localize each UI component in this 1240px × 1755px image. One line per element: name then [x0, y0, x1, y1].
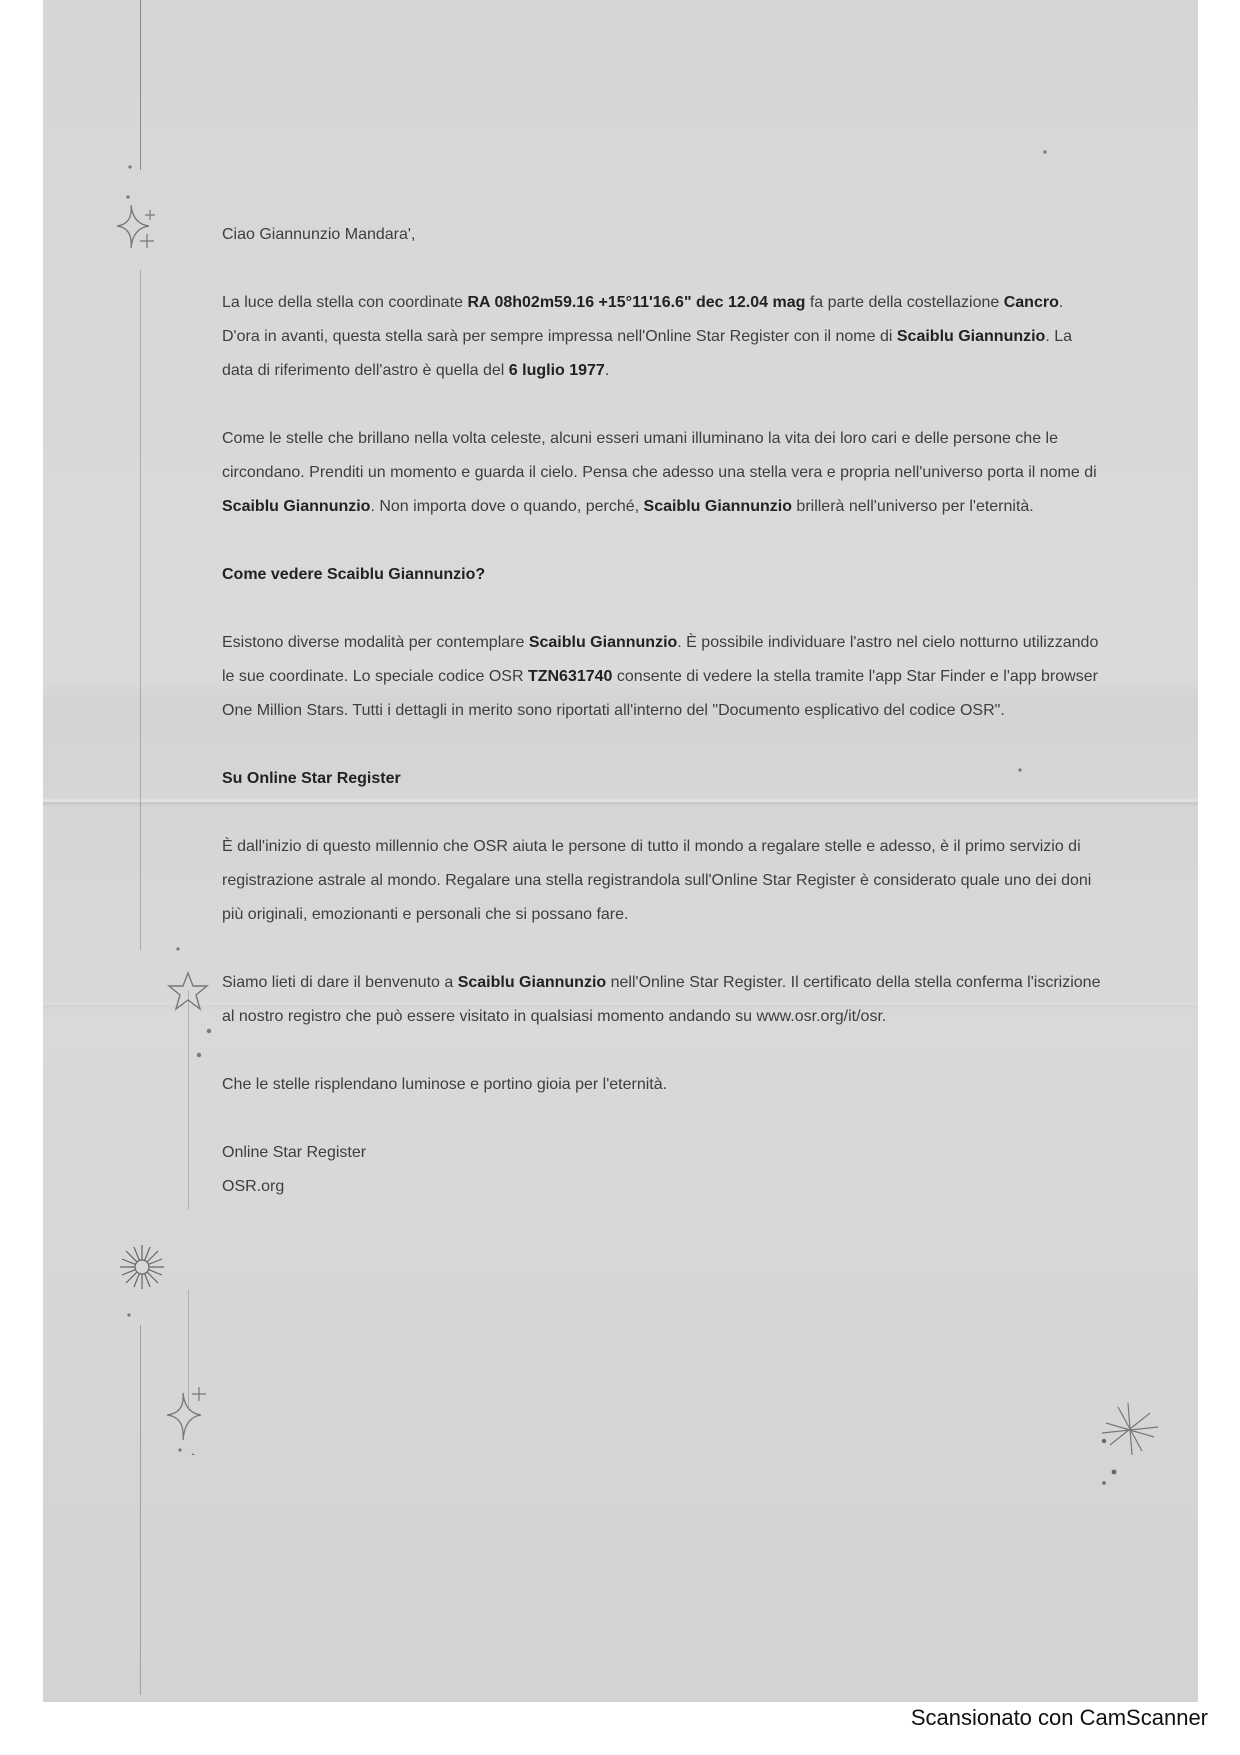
dot-icon — [196, 1052, 202, 1058]
sparkle-icon — [113, 200, 163, 260]
greeting: Ciao Giannunzio Mandara', — [222, 226, 416, 243]
signature-line-1: Online Star Register — [222, 1144, 367, 1161]
paragraph-about-osr: È dall'inizio di questo millennio che OSR aiuta le persone di tutto il mondo a regalare stelle e adesso, è il primo servizio di registrazione astrale al mondo. Regalare una stella registrandola sull'Online Star Register è considerato quale uno dei doni più originali, emozionanti e personali che si possano fare. — [222, 838, 1092, 923]
dot-icon — [1043, 150, 1047, 154]
decorative-line — [188, 990, 189, 1210]
star-name: Scaiblu Giannunzio — [896, 328, 1046, 345]
paragraph-how-to-see: Esistono diverse modalità per contemplare Scaiblu Giannunzio. È possibile individuare l'astro nel cielo notturno utilizzando le sue coordinate. Lo speciale codice OSR TZN631740 consente di vedere la stella tramite l'app Star Finder e l'app browser One Million Stars. Tutti i dettagli in merito sono riportati all'interno del "Documento esplicativo del codice OSR". — [222, 634, 1099, 719]
osr-code: TZN631740 — [527, 668, 613, 685]
decorative-line — [140, 270, 141, 950]
dot-icon — [176, 947, 180, 951]
star-name: Scaiblu Giannunzio — [528, 634, 678, 651]
decorative-line — [140, 0, 141, 170]
paragraph-coordinates: La luce della stella con coordinate RA 08h02m59.16 +15°11'16.6" dec 12.04 mag fa parte della costellazione Cancro. D'ora in avanti, questa stella sarà per sempre impressa nell'Online Star Register con il nome di Scaiblu Giannunzio. La data di riferimento dell'astro è quella del 6 luglio 1977. — [222, 294, 1073, 379]
constellation-name: Cancro — [1003, 294, 1059, 311]
star-name: Scaiblu Giannunzio — [457, 974, 607, 991]
dot-icon — [128, 165, 132, 169]
reference-date: 6 luglio 1977 — [508, 362, 605, 379]
sunburst-icon — [117, 1242, 167, 1292]
starburst-icon — [1088, 1395, 1168, 1505]
dot-icon — [206, 1028, 212, 1034]
section-heading-about-osr: Su Online Star Register — [222, 770, 401, 787]
signature-line-2: OSR.org — [222, 1178, 285, 1195]
star-coordinates: RA 08h02m59.16 +15°11'16.6" dec 12.04 mag — [467, 294, 806, 311]
paragraph-dedication: Come le stelle che brillano nella volta celeste, alcuni esseri umani illuminano la vita dei loro cari e delle persone che le circondano. Prenditi un momento e guarda il cielo. Pensa che adesso una stella vera e propria nell'universo porta il nome di Scaiblu Giannunzio. Non importa dove o quando, perché, Scaiblu Giannunzio brillerà nell'universo per l'eternità. — [222, 430, 1097, 515]
dot-icon — [127, 1313, 131, 1317]
section-heading-how-to-see: Come vedere Scaiblu Giannunzio? — [222, 566, 486, 583]
scanner-watermark: Scansionato con CamScanner — [910, 1705, 1208, 1730]
star-name: Scaiblu Giannunzio — [643, 498, 792, 515]
paragraph-welcome: Siamo lieti di dare il benvenuto a Scaiblu Giannunzio nell'Online Star Register. Il certificato della stella conferma l'iscrizione al nostro registro che può essere visitato in qualsiasi momento andando su www.osr.org/it/osr. — [222, 974, 1101, 1025]
decorative-line — [140, 1325, 141, 1695]
paragraph-closing: Che le stelle risplendano luminose e portino gioia per l'eternità. — [222, 1076, 668, 1093]
star-outline-icon — [167, 970, 209, 1012]
sparkle-icon — [163, 1385, 213, 1455]
letter-body — [222, 218, 1102, 1204]
star-name: Scaiblu Giannunzio — [222, 498, 371, 515]
dot-icon — [126, 195, 130, 199]
